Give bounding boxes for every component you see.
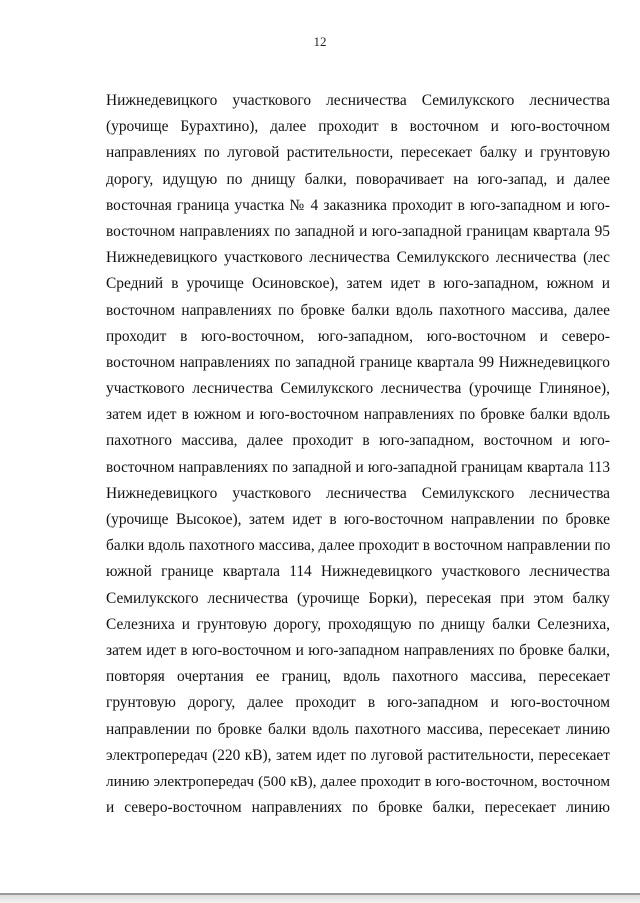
text-line: южной границе квартала 114 Нижнедевицкого участкового лесничества [106, 563, 610, 581]
text-line: балки вдоль пахотного массива, далее проходит в восточном направлении по [106, 537, 610, 555]
text-line: направлении по бровке балки вдоль пахотного массива, пересекает линию [106, 720, 610, 738]
text-line: и северо-восточном направлениях по бровке балки, пересекает линию [106, 799, 610, 817]
text-line: дорогу, идущую по днищу балки, поворачивает на юго-запад, и далее [106, 170, 610, 188]
text-line: повторяя очертания ее границ, вдоль пахотного массива, пересекает [106, 668, 610, 686]
text-line: восточном направлениях по бровке балки вдоль пахотного массива, далее [106, 301, 610, 319]
text-line: Семилукского лесничества (урочище Борки), пересекая при этом балку [106, 589, 610, 607]
page-number: 12 [313, 34, 327, 49]
text-line: грунтовую дорогу, далее проходит в юго-западном и юго-восточном [106, 694, 610, 712]
text-line: Селезниха и грунтовую дорогу, проходящую по днищу балки Селезниха, [106, 615, 610, 633]
text-line: (урочище Высокое), затем идет в юго-восточном направлении по бровке [106, 511, 610, 528]
text-line: электропередач (220 кВ), затем идет по луговой растительности, пересекает [106, 746, 610, 764]
body-text [106, 88, 610, 821]
text-line: пахотного массива, далее проходит в юго-западном, восточном и юго- [106, 432, 610, 450]
text-line: Нижнедевицкого участкового лесничества Семилукского лесничества [106, 92, 610, 109]
text-line: Нижнедевицкого участкового лесничества Семилукского лесничества (лес [106, 249, 610, 267]
text-line: направлениях по луговой растительности, пересекает балку и грунтовую [106, 144, 610, 162]
text-line: Нижнедевицкого участкового лесничества Семилукского лесничества [106, 484, 610, 502]
text-line: восточном направлениях по западной и юго-западной границам квартала 113 [106, 458, 610, 476]
text-line: затем идет в юго-восточном и юго-западном направлениях по бровке балки, [106, 641, 610, 659]
text-line: Средний в урочище Осиновское), затем идет в юго-западном, южном и [106, 275, 610, 293]
text-line: линию электропередач (500 кВ), далее проходит в юго-восточном, восточном [106, 772, 610, 790]
text-line: восточном направлениях по западной границе квартала 99 Нижнедевицкого [106, 353, 610, 371]
text-line: восточном направлениях по западной и юго-западной границам квартала 95 [106, 222, 610, 240]
text-line: проходит в юго-восточном, юго-западном, юго-восточном и северо- [106, 327, 610, 345]
text-line: участкового лесничества Семилукского лесничества (урочище Глиняное), [106, 380, 610, 398]
text-line: (урочище Бурахтино), далее проходит в восточном и юго-восточном [106, 118, 610, 136]
text-line: затем идет в южном и юго-восточном направлениях по бровке балки вдоль [106, 406, 610, 424]
scan-edge-shadow [0, 895, 640, 903]
text-line: восточная граница участка № 4 заказника проходит в юго-западном и юго- [106, 196, 610, 214]
